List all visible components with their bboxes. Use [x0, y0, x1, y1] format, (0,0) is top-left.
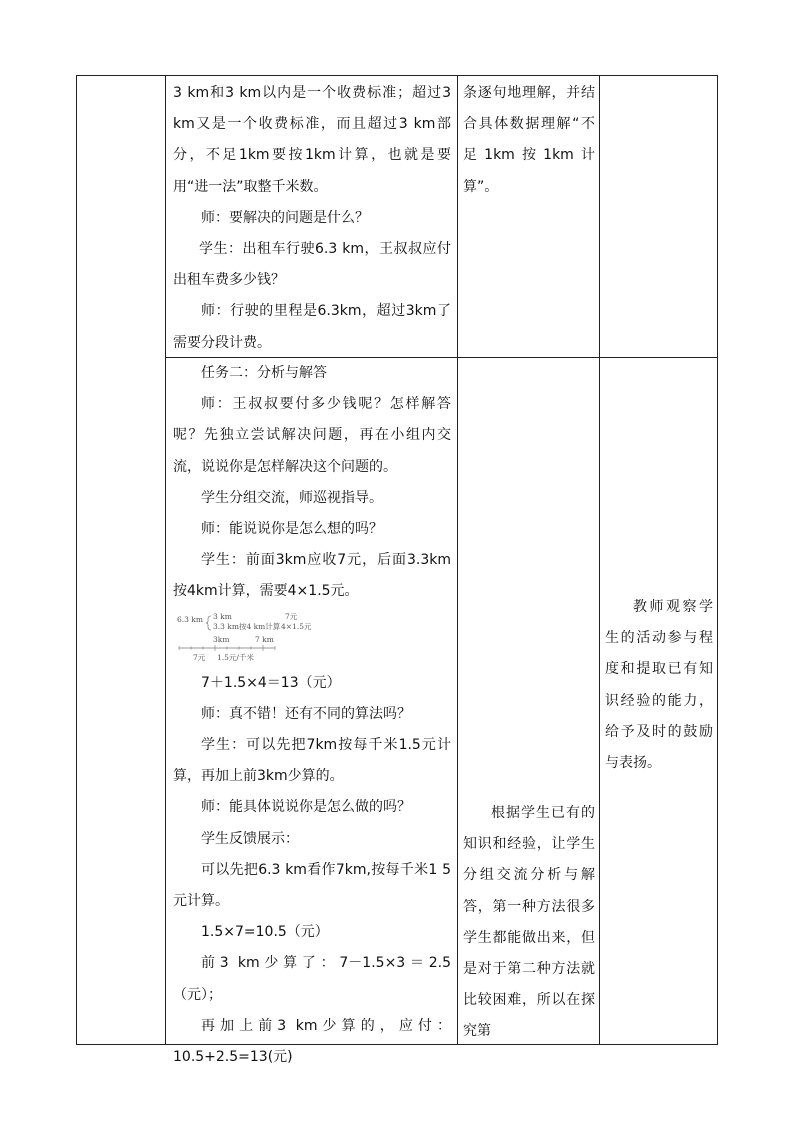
diagram-part1-label: 3 km [213, 611, 232, 621]
row1-paragraph: 师：行驶的里程是6.3km，超过3km了需要分段计费。 [173, 303, 451, 351]
row2-paragraph: 师：真不错！还有不同的算法吗？ [201, 705, 411, 722]
row2-paragraph: 1.5×7=10.5（元） [201, 924, 329, 941]
row2-paragraph: 再加上前3 km少算的，应付：10.5+2.5=13(元) [173, 1017, 451, 1066]
row2-main-cell [173, 358, 451, 1073]
row1-main-cell [173, 78, 451, 359]
row2-paragraph: 7＋1.5×4＝13（元） [201, 674, 341, 691]
row2-paragraph: 任务二：分析与解答 [201, 365, 327, 381]
diagram-below1-label: 7元 [193, 652, 206, 662]
row2-paragraph: 师：能说说你是怎么想的吗？ [201, 521, 383, 538]
fare-diagram-figure [177, 608, 377, 664]
row2-note: 根据学生已有的知识和经验，让学生分组交流分析与解答，第一种方法很多学生都能做出来，但是对于第二种方法就比较困难，所以在探究第 [463, 805, 595, 1040]
diagram-total-label: 6.3 km [177, 614, 203, 624]
diagram-cost2-label: 4×1.5元 [281, 621, 312, 631]
diagram-cost1-label: 7元 [285, 611, 298, 621]
row2-paragraph: 学生分组交流，师巡视指导。 [201, 489, 383, 506]
lesson-table [76, 75, 718, 1066]
row2-paragraph: 学生：可以先把7km按每千米1.5元计算，再加上前3km少算的。 [173, 737, 451, 785]
row2-eval: 教师观察学生的活动参与程度和提取已有知识经验的能力，给予及时的鼓励与表扬。 [605, 599, 713, 772]
row2-paragraph: 学生反馈展示： [201, 830, 299, 847]
column-divider [457, 76, 458, 1044]
column-divider [165, 76, 166, 1044]
row2-paragraph: 可以先把6.3 km看作7km,按每千米1 5元计算。 [173, 861, 451, 910]
brace-icon [206, 616, 211, 630]
row2-paragraph: 师：能具体说说你是怎么做的吗？ [201, 799, 411, 816]
row2-paragraph: 师：王叔叔要付多少钱呢？怎样解答呢？先独立尝试解决问题，再在小组内交流，说说你是怎样解决这个问题的。 [173, 396, 451, 475]
row2-paragraph: 前3 km少算了：7－1.5×3＝2.5（元）； [173, 955, 451, 1003]
row1-paragraph: 师：要解决的问题是什么？ [201, 209, 369, 226]
row1-note: 条逐句地理解，并结合具体数据理解“不足1km按1km计算”。 [463, 85, 595, 195]
row1-note-cell [463, 78, 595, 203]
diagram-seg1-label: 3km [213, 634, 230, 644]
row2-eval-cell [605, 592, 713, 779]
row2-paragraph: 学生：前面3km应收7元，后面3.3km按4km计算，需要4×1.5元。 [173, 552, 451, 600]
diagram-part2-label: 3.3 km按4 km计算 [213, 621, 281, 631]
row1-paragraph: 学生：出租车行驶6.3 km，王叔叔应付出租车费多少钱？ [173, 241, 451, 289]
diagram-below2-label: 1.5元/千米 [217, 652, 254, 662]
row2-note-cell [463, 798, 595, 1048]
column-divider [599, 76, 600, 1044]
diagram-seg2-label: 7 km [255, 634, 274, 644]
row1-paragraph: 3 km和3 km以内是一个收费标准；超过3 km又是一个收费标准，而且超过3 km部分，不足1km要按1km计算，也就是要用“进一法”取整千米数。 [173, 85, 451, 195]
fare-diagram [173, 608, 451, 668]
